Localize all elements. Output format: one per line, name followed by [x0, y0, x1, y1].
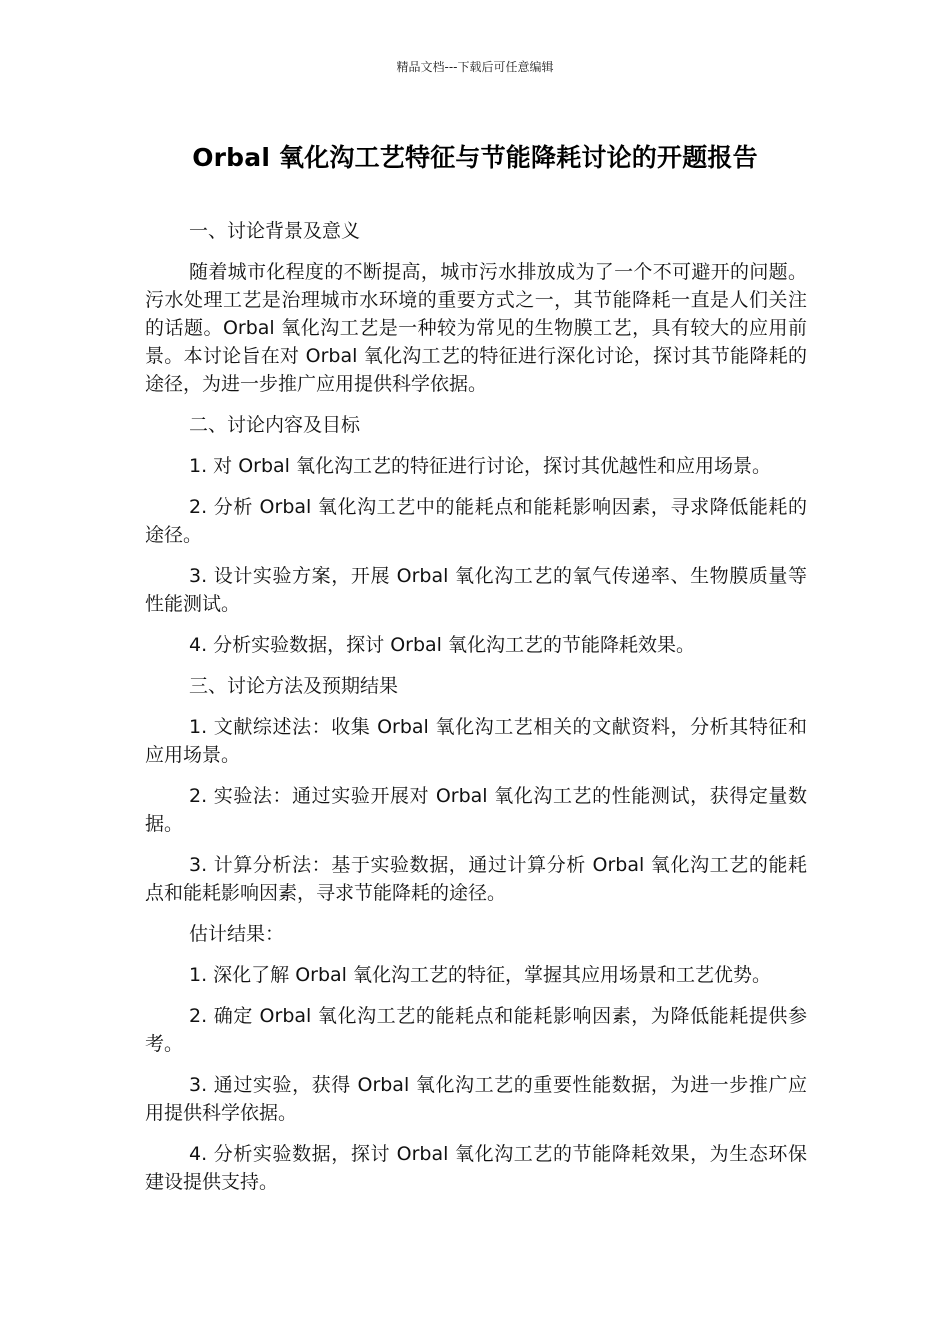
- page-header-note: 精品文档---下载后可任意编辑: [396, 60, 554, 74]
- section-heading-background: 一、讨论背景及意义: [189, 220, 361, 242]
- paragraph-background: 随着城市化程度的不断提高，城市污水排放成为了一个不可避开的问题。污水处理工艺是治理城市水环境的重要方式之一，其节能降耗一直是人们关注的话题。Orbal 氧化沟工艺是一种较为常见的生物膜工艺，具有较大的应用前景。本讨论旨在对 Orbal 氧化沟工艺的特征进行深化讨论，探讨其节能降耗的途径，为进一步推广应用提供科学依据。: [145, 261, 807, 395]
- list-item-goal-1: 1. 对 Orbal 氧化沟工艺的特征进行讨论，探讨其优越性和应用场景。: [189, 455, 771, 477]
- document-title: Orbal 氧化沟工艺特征与节能降耗讨论的开题报告: [192, 143, 758, 172]
- list-item-method-2: 2. 实验法：通过实验开展对 Orbal 氧化沟工艺的性能测试，获得定量数据。: [145, 785, 807, 835]
- list-item-method-1: 1. 文献综述法：收集 Orbal 氧化沟工艺相关的文献资料，分析其特征和应用场景。: [145, 716, 807, 766]
- list-item-goal-3: 3. 设计实验方案，开展 Orbal 氧化沟工艺的氧气传递率、生物膜质量等性能测试。: [145, 565, 807, 615]
- expected-results-label: 估计结果：: [189, 923, 285, 945]
- list-item-result-4: 4. 分析实验数据，探讨 Orbal 氧化沟工艺的节能降耗效果，为生态环保建设提供支持。: [145, 1143, 807, 1193]
- section-heading-methods-results: 三、讨论方法及预期结果: [189, 675, 399, 697]
- list-item-result-3: 3. 通过实验，获得 Orbal 氧化沟工艺的重要性能数据，为进一步推广应用提供科学依据。: [145, 1074, 807, 1124]
- list-item-goal-2: 2. 分析 Orbal 氧化沟工艺中的能耗点和能耗影响因素，寻求降低能耗的途径。: [145, 496, 807, 546]
- list-item-goal-4: 4. 分析实验数据，探讨 Orbal 氧化沟工艺的节能降耗效果。: [189, 634, 695, 656]
- list-item-result-2: 2. 确定 Orbal 氧化沟工艺的能耗点和能耗影响因素，为降低能耗提供参考。: [145, 1005, 807, 1055]
- section-heading-content-goals: 二、讨论内容及目标: [189, 414, 361, 436]
- document-body: [145, 217, 807, 1209]
- list-item-result-1: 1. 深化了解 Orbal 氧化沟工艺的特征，掌握其应用场景和工艺优势。: [189, 964, 771, 986]
- list-item-method-3: 3. 计算分析法：基于实验数据，通过计算分析 Orbal 氧化沟工艺的能耗点和能耗影响因素，寻求节能降耗的途径。: [145, 854, 807, 904]
